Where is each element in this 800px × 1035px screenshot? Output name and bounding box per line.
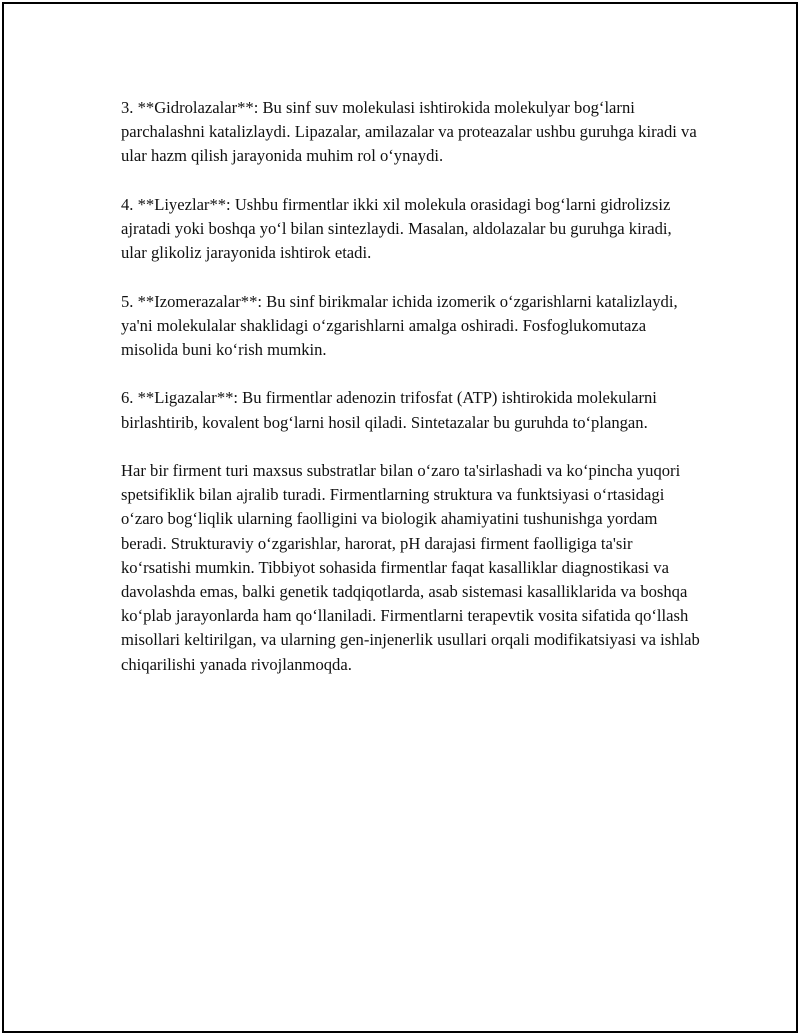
paragraph-summary: Har bir firment turi maxsus substratlar bilan o‘zaro ta'sirlashadi va ko‘pincha yuqori spetsifiklik bilan ajralib turadi. Firmentlarning struktura va funktsiyasi o‘rtasidagi o‘zaro bog‘liqlik ularning faolligini va biologik ahamiyatini tushunishga yordam beradi. Strukturaviy o‘zgarishlar, harorat, pH darajasi firment faolligiga ta'sir ko‘rsatishi mumkin. Tibbiyot sohasida firmentlar faqat kasalliklar diagnostikasi va davolashda emas, balki genetik tadqiqotlarda, asab sistemasi kasalliklarida va boshqa ko‘plab jarayonlarda ham qo‘llaniladi. Firmentlarni terapevtik vosita sifatida qo‘llash misollari keltirilgan, va ularning gen-injenerlik usullari orqali modifikatsiyasi va ishlab chiqarilishi yanada rivojlanmoqda. [121,460,700,674]
paragraph-ligases: 6. **Ligazalar**: Bu firmentlar adenozin trifosfat (ATP) ishtirokida molekularni birlashtirib, kovalent bog‘larni hosil qiladi. Sintetazalar bu guruhda to‘plangan. [121,388,657,432]
paragraph-lyases: 4. **Liyezlar**: Ushbu firmentlar ikki xil molekula orasidagi bog‘larni gidrolizsiz ajratadi yoki boshqa yo‘l bilan sintezlaydi. Masalan, aldolazalar bu guruhga kiradi, ular glikoliz jarayonida ishtirok etadi. [121,194,672,263]
paragraph-hydrolases: 3. **Gidrolazalar**: Bu sinf suv molekulasi ishtirokida molekulyar bog‘larni parchalashni katalizlaydi. Lipazalar, amilazalar va proteazalar ushbu guruhga kiradi va ular hazm qilish jarayonida muhim rol o‘ynaydi. [121,98,697,166]
paragraph-isomerases: 5. **Izomerazalar**: Bu sinf birikmalar ichida izomerik o‘zgarishlarni katalizlaydi, ya'ni molekulalar shaklidagi o‘zgarishlarni amalga oshiradi. Fosfoglukomutaza misolida buni ko‘rish mumkin. [121,291,678,359]
document-body [121,96,701,701]
document-page [2,2,798,1033]
